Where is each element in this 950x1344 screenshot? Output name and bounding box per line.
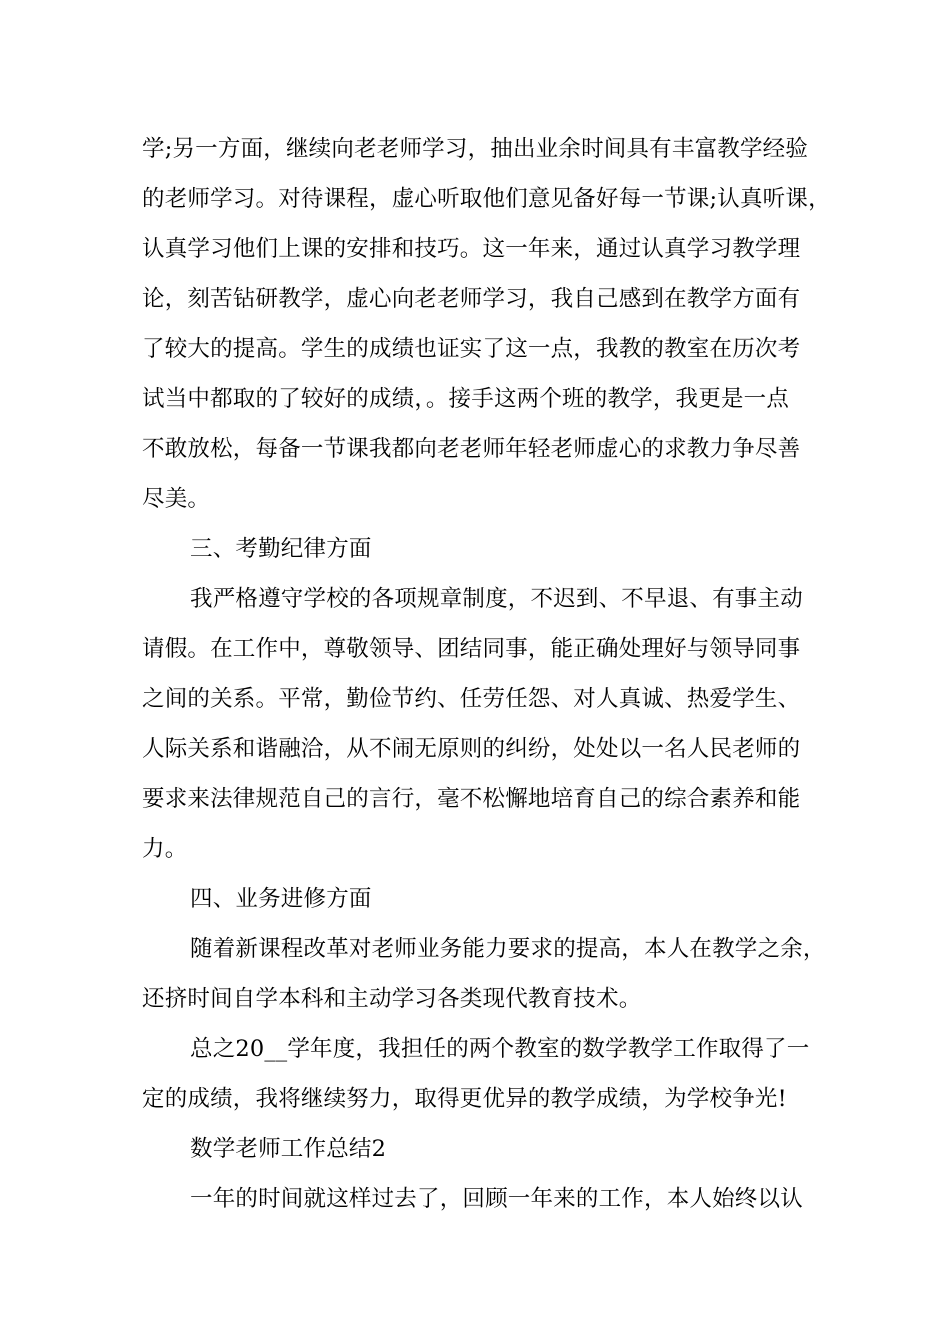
body-line: 了较大的提高。学生的成绩也证实了这一点，我教的教室在历次考 (142, 336, 801, 362)
body-line: 要求来法律规范自己的言行，毫不松懈地培育自己的综合素养和能 (142, 786, 801, 812)
section-heading: 四、业务进修方面 (190, 886, 372, 912)
body-line: 的老师学习。对待课程，虚心听取他们意见备好每一节课;认真听课， (142, 186, 831, 212)
body-line: 之间的关系。平常，勤俭节约、任劳任怨、对人真诚、热爱学生、 (142, 686, 801, 712)
body-line: 还挤时间自学本科和主动学习各类现代教育技术。 (142, 986, 642, 1012)
body-line: 人际关系和谐融洽，从不闹无原则的纠纷，处处以一名人民老师的 (142, 736, 801, 762)
body-line: 随着新课程改革对老师业务能力要求的提高，本人在教学之余， (190, 936, 826, 962)
body-line: 总之20__学年度，我担任的两个教室的数学教学工作取得了一 (190, 1036, 810, 1062)
body-line: 试当中都取的了较好的成绩，。接手这两个班的教学，我更是一点 (142, 386, 790, 412)
section-title: 数学老师工作总结2 (190, 1136, 387, 1162)
body-line: 力。 (142, 836, 188, 862)
body-line: 学;另一方面，继续向老老师学习，抽出业余时间具有丰富教学经验 (142, 136, 809, 162)
section-heading: 三、考勤纪律方面 (190, 536, 372, 562)
body-line: 定的成绩，我将继续努力，取得更优异的教学成绩，为学校争光! (142, 1086, 787, 1112)
body-line: 我严格遵守学校的各项规章制度，不迟到、不早退、有事主动 (190, 586, 803, 612)
body-line: 认真学习他们上课的安排和技巧。这一年来，通过认真学习教学理 (142, 236, 801, 262)
body-line: 论，刻苦钻研教学，虚心向老老师学习，我自己感到在教学方面有 (142, 286, 801, 312)
body-line: 不敢放松，每备一节课我都向老老师年轻老师虚心的求教力争尽善 (142, 436, 801, 462)
body-line: 请假。在工作中，尊敬领导、团结同事，能正确处理好与领导同事 (142, 636, 801, 662)
body-line: 尽美。 (142, 486, 211, 512)
body-line: 一年的时间就这样过去了，回顾一年来的工作，本人始终以认 (190, 1186, 803, 1212)
